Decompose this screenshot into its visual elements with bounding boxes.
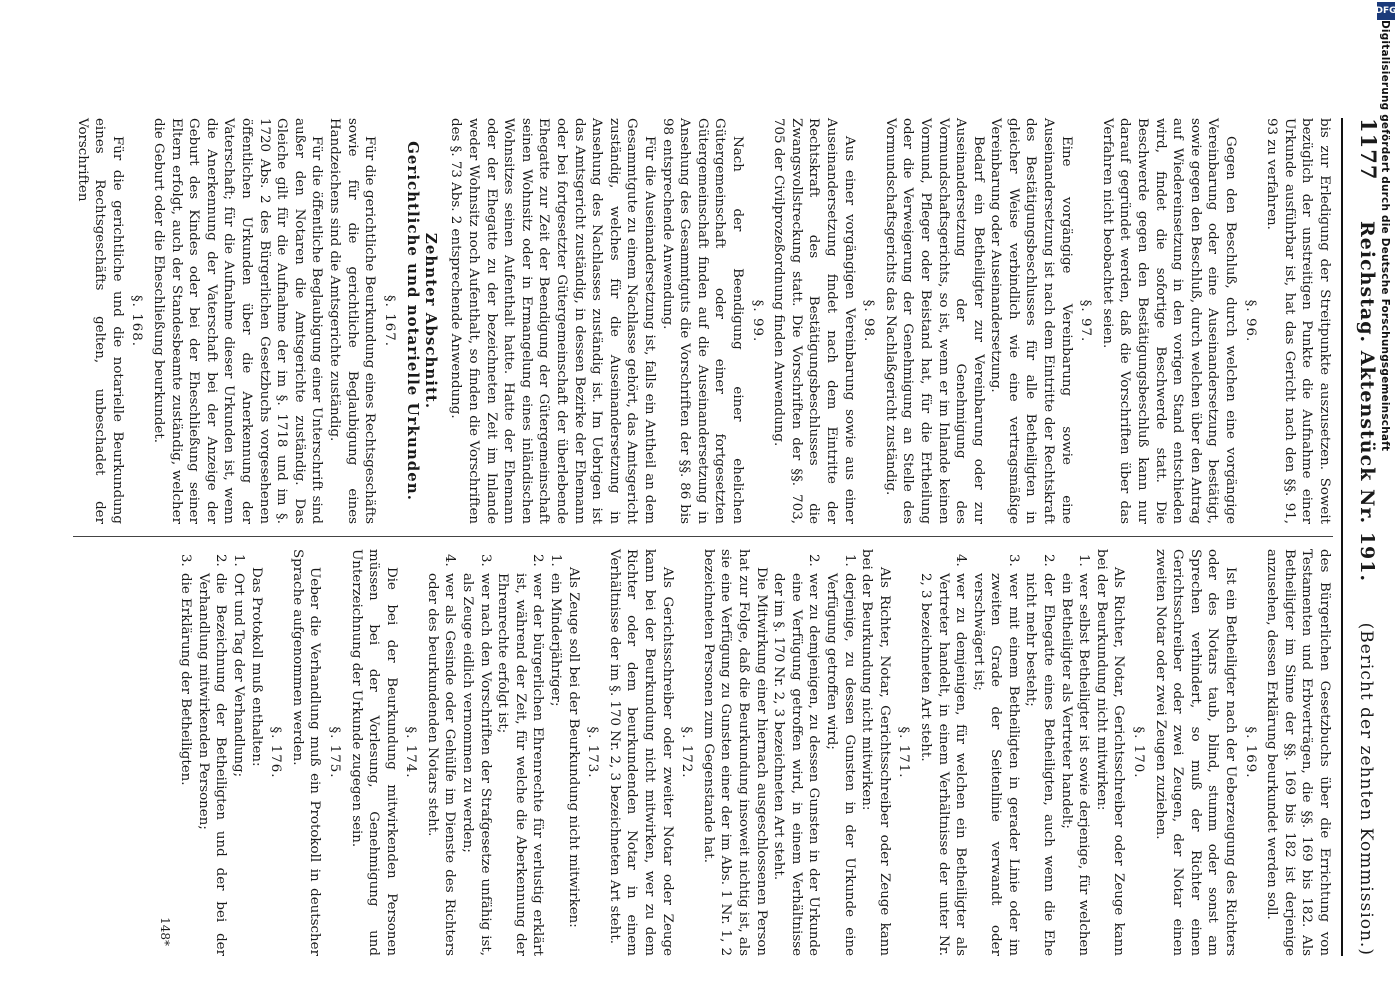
list-item: 1. ein Minderjähriger; — [546, 571, 564, 956]
list-item: 1. wer selbst Betheiligter ist sowie derjenige, für welchen ein Betheiligter als Vertreter handelt; — [1057, 571, 1092, 956]
paragraph: Als Richter, Notar, Gerichtsschreiber oder Zeuge kann bei der Beurkundung nicht mitwirken: — [1093, 549, 1127, 956]
section-number: §. 173. — [585, 726, 601, 779]
paragraph: Die bei der Beurkundung mitwirkenden Personen müssen bei der Vorlesung, Genehmigung und Unterzeichnung der Urkunde zugegen sein. — [348, 549, 399, 956]
text-columns — [73, 118, 1333, 956]
list-item: 3. wer nach den Vorschriften der Strafgesetze unfähig ist, als Zeuge eidlich vernommen zu werden; — [459, 571, 494, 956]
left-column — [73, 118, 1333, 537]
section-number: §. 169. — [1242, 726, 1258, 779]
paragraph: Für die gerichtliche Beurkundung eines Rechtsgeschäfts sowie für die gerichtliche Beglaubigung eines Handzeichens sind die Amtsgerichte zuständig. — [326, 118, 378, 524]
numbered-list — [916, 549, 1092, 956]
list-item: 3. wer mit einem Betheiligten in gerader Linie oder im zweiten Grade der Seitenlinie verwandt oder verschwägert ist; — [969, 571, 1022, 956]
paragraph: Das Protokoll muß enthalten: — [248, 567, 264, 767]
section-number: §. 98. — [861, 299, 877, 343]
paragraph: des Bürgerlichen Gesetzbuchs über die Errichtung von Testamenten und Erbverträgen, die §§. 169 bis 182. Als Betheiligter im Sinne der §§. 169 bis 182 ist derjenige anzusehen, dessen Erklärung beurkundet werden soll. — [1264, 549, 1332, 956]
section-number: §. 97. — [1078, 299, 1094, 343]
section-number: §. 170. — [1131, 726, 1147, 779]
list-item: 4. wer zu demjenigen, für welchen ein Betheiligter als Vertreter handelt, in einem Verhältnisse der unter Nr. 2, 3 bezeichneten Art steht. — [916, 571, 969, 956]
list-item: 2. die Bezeichnung der Betheiligten und der bei der Verhandlung mitwirkenden Personen; — [194, 571, 229, 956]
paragraph: Für die öffentliche Beglaubigung einer Unterschrift sind außer den Notaren die Amtsgerichte zuständig. Das Gleiche gilt für die Aufnahme der im §. 1718 und im §. 1720 Abs. 2 des Bürgerlichen Gesetzbuchs vorgesehenen öffentlichen Urkunden über die Anerkennung der Vaterschaft; für die Aufnahme dieser Urkunden ist, wenn die Anerkennung der Vaterschaft bei der Anzeige der Geburt des Kindes oder bei der Eheschließung seiner Eltern erfolgt, auch der Standesbeamte zuständig, welcher die Geburt oder die Eheschließung beurkundet. — [151, 118, 325, 524]
paragraph: Die Mitwirkung einer hiernach ausgeschlossenen Person hat zur Folge, daß die Beurkundung insoweit nichtig ist, als sie eine Verfügung zu Gunsten einer der im Abs. 1 Nr. 1, 2 bezeichneten Personen zum Gegenstande hat. — [700, 549, 769, 956]
chapter-title: Gerichtliche und notarielle Urkunden. — [404, 141, 423, 501]
digitization-credit: Digitalisierung gefördert durch die Deutsche Forschungsgemeinschaft — [1379, 20, 1391, 452]
paragraph: bis zur Erledigung der Streitpunkte auszusetzen. Soweit bezüglich der unstreitigen Punkte die Aufnahme einer Urkunde ausführbar ist, hat das Gericht nach den §§. 91, 93 zu verfahren. — [1264, 118, 1332, 524]
numbered-list — [770, 549, 858, 956]
list-item: 3. die Erklärung der Betheiligten. — [177, 571, 195, 956]
numbered-list — [423, 549, 564, 956]
header-subtitle: (Bericht der zehnten Kommission.) — [1356, 622, 1376, 956]
list-item: 1. Ort und Tag der Verhandlung; — [229, 571, 247, 956]
numbered-list — [177, 549, 247, 956]
section-number: §. 171. — [896, 726, 912, 779]
section-number: §. 168. — [129, 294, 145, 348]
right-column — [73, 537, 1333, 956]
section-number: §. 96. — [1242, 299, 1258, 343]
paragraph: Als Zeuge soll bei der Beurkundung nicht mitwirken: — [565, 567, 581, 928]
section-number: §. 174. — [403, 726, 419, 779]
paragraph: Für die Auseinandersetzung ist, falls ein Antheil an dem Gesammtgute zu einem Nachlasse gehört, das Amtsgericht zuständig, welches für die Auseinandersetzung in Ansehung des Nachlasses zuständig ist. Im Uebrigen ist das Amtsgericht zuständig, in dessen Bezirke der Ehemann oder bei fortgesetzter Gütergemeinschaft der überlebende Ehegatte zur Zeit der Beendigung der Gütergemeinschaft seinen Wohnsitz oder in Ermangelung eines inländischen Wohnsitzes seinen Aufenthalt hatte. Hatte der Ehemann oder der Ehegatte zu der bezeichneten Zeit im Inlande weder Wohnsitz noch Aufenthalt, so finden die Vorschriften des §. 73 Abs. 2 entsprechende Anwendung. — [448, 118, 658, 524]
header-title: Reichstag. Aktenstück Nr. 191. — [1356, 220, 1378, 583]
section-number: §. 176. — [268, 726, 284, 779]
list-item: 2. wer der bürgerlichen Ehrenrechte für verlustig erklärt ist, während der Zeit, für welche die Aberkennung der Ehrenrechte erfolgt ist; — [494, 571, 547, 956]
page-header — [1341, 118, 1381, 956]
section-number: §. 172. — [679, 726, 695, 779]
paragraph: Eine vorgängige Vereinbarung sowie eine Auseinandersetzung ist nach dem Eintritte der Rechtskraft des Bestätigungsbeschlusses für alle Betheiligten in gleicher Weise verbindlich wie eine vertragsmäßige Vereinbarung oder Auseinandersetzung. — [988, 118, 1074, 524]
section-number: §. 167. — [381, 294, 397, 348]
section-number: §. 99. — [749, 299, 765, 343]
signature-mark: 148* — [157, 917, 172, 946]
paragraph: Aus einer vorgängigen Vereinbarung sowie aus einer Auseinandersetzung findet nach dem Eintritte der Rechtskraft des Bestätigungsbeschlusses die Zwangsvollstreckung statt. Die Vorschriften der §§. 703, 705 der Civilprozeßordnung finden Anwendung. — [771, 118, 857, 524]
page-number: 1177 — [1356, 118, 1381, 181]
chapter-heading: Zehnter Abschnitt. — [421, 232, 440, 410]
paragraph: Ist ein Betheiligter nach der Ueberzeugung des Richters oder des Notars taub, blind, stumm oder sonst am Sprechen verhindert, so muß der Richter einen Gerichtsschreiber oder zwei Zeugen, der Notar einen zweiten Notar oder zwei Zeugen zuziehen. — [1152, 549, 1239, 956]
paragraph: Für die gerichtliche und die notarielle Beurkundung eines Rechtsgeschäfts gelten, unbeschadet der Vorschriften — [74, 118, 125, 524]
list-item: 2. der Ehegatte eines Betheiligten, auch wenn die Ehe nicht mehr besteht; — [1022, 571, 1057, 956]
paragraph: Nach der Beendigung einer ehelichen Gütergemeinschaft oder einer fortgesetzten Gütergemeinschaft finden auf die Auseinandersetzung in Ansehung des Gesammtguts die Vorschriften der §§. 86 bis 98 entsprechende Anwendung. — [659, 118, 745, 524]
paragraph: Als Richter, Notar, Gerichtsschreiber oder Zeuge kann bei der Beurkundung nicht mitwirken: — [859, 549, 892, 956]
paragraph: Als Gerichtsschreiber oder zweiter Notar oder Zeuge kann bei der Beurkundung nicht mitwirken, wer zu dem Richter oder dem beurkundenden Notar in einem Verhältnisse der im §. 170 Nr. 2, 3 bezeichneten Art steht. — [606, 549, 675, 956]
section-number: §. 175. — [326, 726, 342, 779]
dfg-logo-icon: DFG — [1377, 2, 1395, 20]
list-item: 1. derjenige, zu dessen Gunsten in der Urkunde eine Verfügung getroffen wird; — [822, 571, 857, 956]
paragraph: Bedarf ein Betheiligter zur Vereinbarung oder zur Auseinandersetzung der Genehmigung des Vormundschaftsgerichts, so ist, wenn er im Inlande keinen Vormund, Pfleger oder Beistand hat, für die Ertheilung oder die Verweigerung der Genehmigung an Stelle des Vormundschaftsgerichts das Nachlaßgericht zuständig. — [882, 118, 986, 524]
paragraph: Gegen den Beschluß, durch welchen eine vorgängige Vereinbarung oder eine Auseinandersetzung bestätigt, sowie gegen den Beschluß, durch welchen über den Antrag auf Wiedereinsetzung in den vorigen Stand entschieden wird, findet die sofortige Beschwerde statt. Die Beschwerde gegen den Bestätigungsbeschluß kann nur darauf gegründet werden, daß die Vorschriften über das Verfahren nicht beobachtet seien. — [1099, 118, 1239, 524]
paragraph: Ueber die Verhandlung muß ein Protokoll in deutscher Sprache aufgenommen werden. — [289, 549, 323, 956]
list-item: 4. wer als Gesinde oder Gehülfe im Dienste des Richters oder des beurkundenden Notars steht. — [423, 571, 458, 956]
list-item: 2. wer zu demjenigen, zu dessen Gunsten in der Urkunde eine Verfügung getroffen wird, in einem Verhältnisse der im §. 170 Nr. 2, 3 bezeichneten Art steht. — [770, 571, 823, 956]
